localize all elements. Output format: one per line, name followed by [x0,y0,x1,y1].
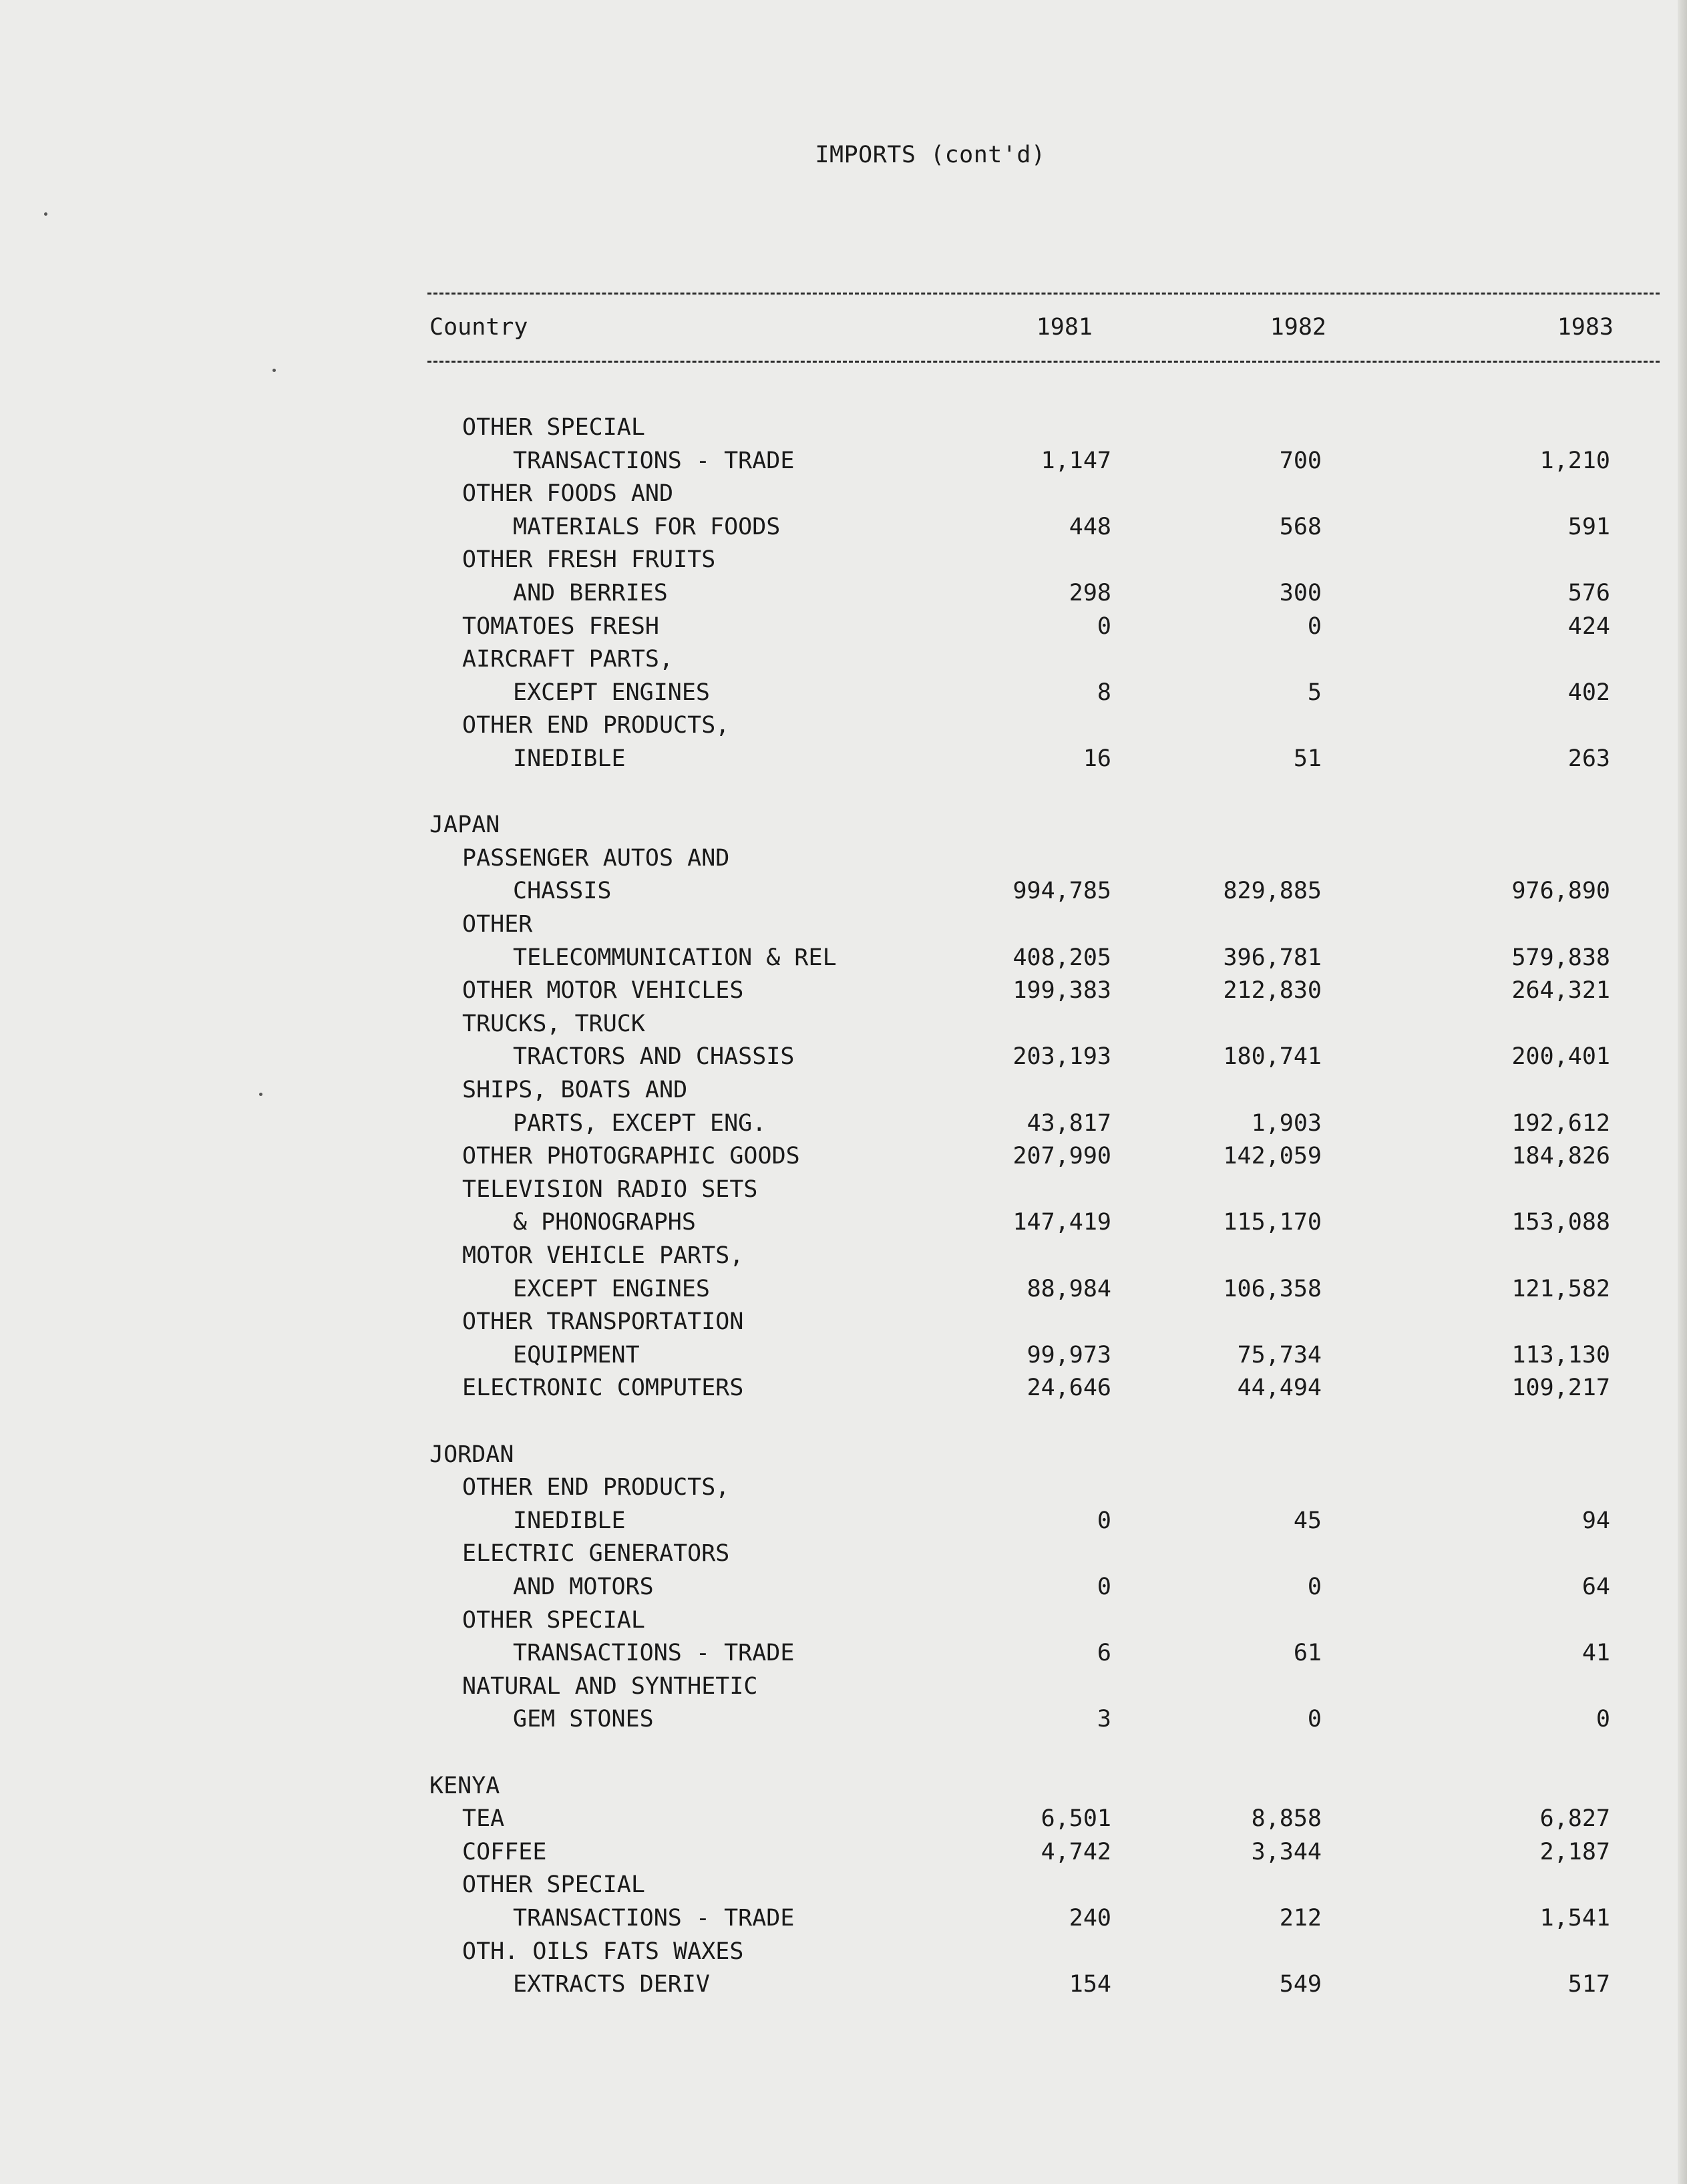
value-1982: 8,858 [1251,1805,1322,1833]
commodity-label: OTHER SPECIAL [462,414,645,441]
value-1981: 6,501 [1041,1805,1111,1833]
value-1981: 3 [1097,1706,1111,1733]
value-1981: 147,419 [1012,1209,1111,1236]
value-1981: 1,147 [1041,447,1111,474]
value-1983: 591 [1567,513,1610,540]
table-row [0,1371,1687,1405]
value-1982: 0 [1307,1706,1322,1733]
commodity-label: OTHER [462,911,533,938]
value-1981: 408,205 [1012,944,1111,971]
table-row [0,974,1687,1007]
table-row [0,1471,1687,1504]
commodity-label: OTHER END PRODUCTS, [462,712,730,739]
value-1982: 0 [1307,612,1322,640]
table-row [0,1107,1687,1140]
table-row [0,643,1687,676]
value-1982: 700 [1279,447,1322,474]
commodity-label: OTHER MOTOR VEHICLES [462,977,744,1005]
value-1982: 45 [1293,1507,1322,1534]
commodity-label: OTHER END PRODUCTS, [462,1474,730,1501]
spacer-row [0,1736,1687,1769]
value-1983: 94 [1581,1507,1610,1534]
commodity-label: MATERIALS FOR FOODS [513,513,781,540]
value-1982: 3,344 [1251,1838,1322,1865]
commodity-label: OTHER PHOTOGRAPHIC GOODS [462,1143,800,1170]
commodity-label: TRANSACTIONS - TRADE [513,1905,795,1932]
table-row [0,1239,1687,1272]
commodity-label: OTHER FOODS AND [462,480,674,508]
value-1982: 180,741 [1223,1043,1322,1071]
commodity-label: TELEVISION RADIO SETS [462,1175,758,1203]
commodity-label: PASSENGER AUTOS AND [462,844,730,872]
commodity-label: GEM STONES [513,1706,654,1733]
commodity-label: AND MOTORS [513,1574,654,1600]
table-row [0,510,1687,544]
header-rule-top [427,293,1660,295]
value-1982: 212,830 [1223,977,1322,1005]
commodity-label: SHIPS, BOATS AND [462,1077,688,1103]
value-1981: 6 [1097,1640,1111,1667]
table-row [0,1040,1687,1073]
value-1983: 576 [1567,580,1610,606]
value-1983: 0 [1596,1706,1610,1733]
value-1983: 192,612 [1511,1109,1610,1137]
value-1983: 402 [1567,679,1610,706]
value-1981: 88,984 [1026,1275,1111,1302]
table-row [0,1636,1687,1670]
value-1983: 113,130 [1511,1341,1610,1369]
commodity-label: OTHER SPECIAL [462,1871,645,1899]
value-1982: 568 [1279,513,1322,540]
table-row [0,1007,1687,1041]
column-header-1982: 1982 [1270,314,1326,341]
value-1983: 517 [1567,1971,1610,1998]
value-1983: 264,321 [1511,977,1610,1005]
value-1983: 184,826 [1511,1143,1610,1170]
table-row [0,941,1687,974]
commodity-label: OTHER FRESH FRUITS [462,546,716,574]
value-1981: 0 [1097,1574,1111,1600]
table-row [0,1504,1687,1537]
table-row [0,908,1687,941]
spacer-row [0,1405,1687,1438]
value-1982: 5 [1307,679,1322,706]
commodity-label: TELECOMMUNICATION & REL [513,944,837,971]
table-row [0,1173,1687,1206]
page-title: IMPORTS (cont'd) [815,142,1046,168]
country-name: KENYA [429,1772,500,1799]
table-row [0,1935,1687,1968]
commodity-label: EXCEPT ENGINES [513,1275,711,1302]
commodity-label: OTHER SPECIAL [462,1606,645,1634]
commodity-label: TEA [462,1805,505,1833]
header-rule-bottom [427,361,1660,363]
value-1981: 99,973 [1026,1341,1111,1369]
value-1982: 1,903 [1251,1109,1322,1137]
commodity-label: OTHER TRANSPORTATION [462,1308,744,1336]
value-1982: 106,358 [1223,1275,1322,1302]
country-row [0,1769,1687,1803]
value-1983: 424 [1567,612,1610,640]
value-1981: 8 [1097,679,1111,706]
value-1983: 41 [1581,1640,1610,1667]
value-1983: 976,890 [1511,878,1610,905]
value-1982: 75,734 [1237,1341,1322,1369]
table-row [0,842,1687,875]
table-row [0,1338,1687,1372]
commodity-label: COFFEE [462,1838,547,1865]
value-1982: 829,885 [1223,878,1322,905]
commodity-label: TRANSACTIONS - TRADE [513,1640,795,1667]
table-row [0,709,1687,742]
value-1983: 64 [1581,1574,1610,1600]
table-row [0,477,1687,510]
value-1983: 109,217 [1511,1375,1610,1402]
country-name: JORDAN [429,1441,514,1468]
country-row [0,1438,1687,1471]
country-row [0,808,1687,842]
value-1983: 6,827 [1539,1805,1610,1833]
value-1981: 203,193 [1012,1043,1111,1071]
commodity-label: AND BERRIES [513,580,668,606]
column-header-1983: 1983 [1557,314,1614,341]
value-1981: 0 [1097,612,1111,640]
commodity-label: OTH. OILS FATS WAXES [462,1938,744,1965]
table-row [0,1901,1687,1935]
scan-speck [259,1093,262,1096]
country-name: JAPAN [429,811,500,839]
value-1981: 24,646 [1026,1375,1111,1402]
value-1982: 0 [1307,1574,1322,1600]
column-header-country: Country [429,314,528,341]
table-row [0,1802,1687,1835]
table-row [0,610,1687,643]
value-1982: 44,494 [1237,1375,1322,1402]
value-1983: 1,541 [1539,1905,1610,1932]
table-row [0,874,1687,908]
value-1981: 4,742 [1041,1838,1111,1865]
value-1983: 2,187 [1539,1838,1610,1865]
table-row [0,1835,1687,1869]
commodity-label: TRANSACTIONS - TRADE [513,447,795,474]
table-row [0,1537,1687,1570]
value-1982: 142,059 [1223,1143,1322,1170]
commodity-label: INEDIBLE [513,1507,626,1534]
table-row [0,1968,1687,2001]
commodity-label: EXTRACTS DERIV [513,1971,711,1998]
commodity-label: TRACTORS AND CHASSIS [513,1043,795,1071]
table-row [0,1868,1687,1901]
value-1983: 579,838 [1511,944,1610,971]
value-1982: 115,170 [1223,1209,1322,1236]
scan-speck [272,369,276,372]
table-row [0,742,1687,775]
table-row [0,1670,1687,1703]
table-row [0,543,1687,576]
value-1982: 51 [1293,745,1322,772]
value-1982: 61 [1293,1640,1322,1667]
table-row [0,1305,1687,1338]
table-row [0,1604,1687,1637]
value-1981: 298 [1069,580,1111,606]
commodity-label: AIRCRAFT PARTS, [462,646,674,673]
commodity-label: PARTS, EXCEPT ENG. [513,1109,767,1137]
value-1982: 212 [1279,1905,1322,1932]
table-row [0,1206,1687,1239]
value-1981: 0 [1097,1507,1111,1534]
table-row [0,1073,1687,1107]
value-1983: 263 [1567,745,1610,772]
value-1983: 121,582 [1511,1275,1610,1302]
table-row [0,576,1687,610]
value-1981: 199,383 [1012,977,1111,1005]
commodity-label: TRUCKS, TRUCK [462,1010,645,1037]
commodity-label: ELECTRONIC COMPUTERS [462,1375,744,1402]
value-1981: 994,785 [1012,878,1111,905]
spacer-row [0,775,1687,809]
value-1982: 300 [1279,580,1322,606]
commodity-label: & PHONOGRAPHS [513,1209,696,1236]
table-row [0,1702,1687,1736]
commodity-label: CHASSIS [513,878,612,905]
commodity-label: INEDIBLE [513,745,626,772]
commodity-label: EQUIPMENT [513,1341,640,1369]
table-row [0,676,1687,709]
value-1981: 448 [1069,513,1111,540]
commodity-label: NATURAL AND SYNTHETIC [462,1672,758,1700]
column-header-1981: 1981 [1036,314,1093,341]
scan-speck [44,212,47,216]
table-row [0,411,1687,444]
value-1981: 154 [1069,1971,1111,1998]
value-1982: 549 [1279,1971,1322,1998]
commodity-label: MOTOR VEHICLE PARTS, [462,1242,744,1269]
value-1983: 1,210 [1539,447,1610,474]
commodity-label: ELECTRIC GENERATORS [462,1540,730,1568]
value-1982: 396,781 [1223,944,1322,971]
value-1981: 43,817 [1026,1109,1111,1137]
commodity-label: EXCEPT ENGINES [513,679,711,706]
value-1983: 200,401 [1511,1043,1610,1071]
value-1981: 16 [1083,745,1111,772]
table-row [0,1139,1687,1173]
value-1981: 240 [1069,1905,1111,1932]
commodity-label: TOMATOES FRESH [462,612,660,640]
table-row [0,1272,1687,1306]
value-1983: 153,088 [1511,1209,1610,1236]
table-row [0,1570,1687,1604]
value-1981: 207,990 [1012,1143,1111,1170]
table-row [0,444,1687,478]
